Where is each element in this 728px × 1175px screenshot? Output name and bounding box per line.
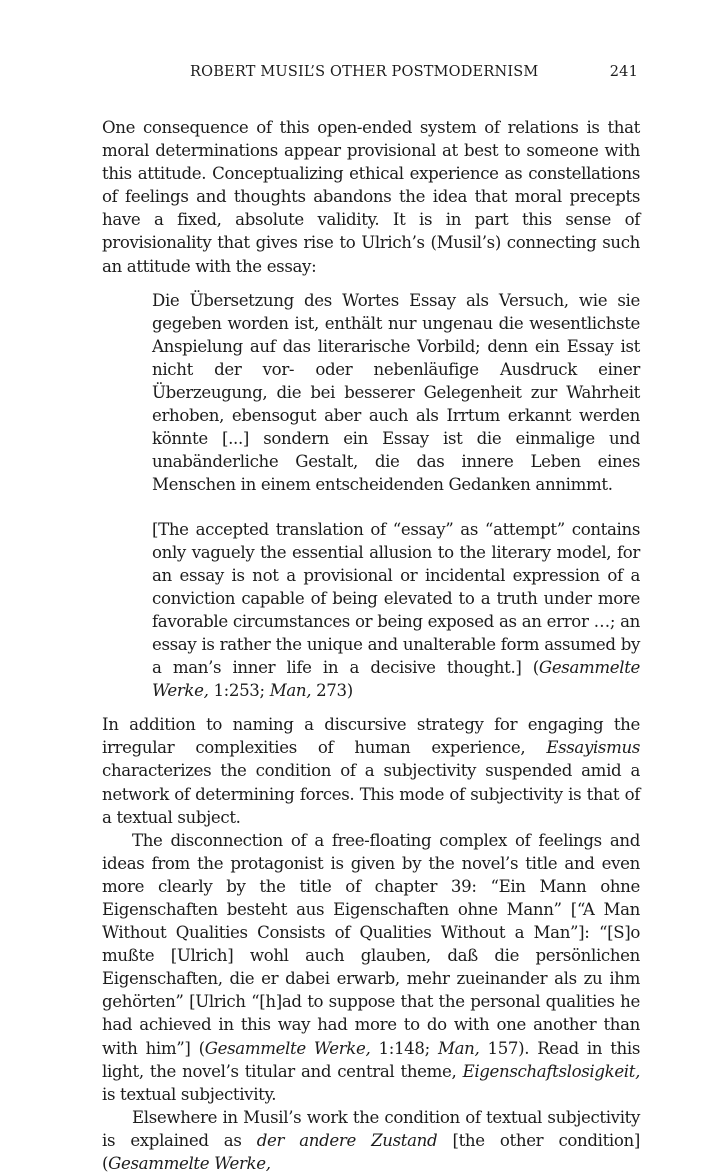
paragraph-3-italic-2: Man, <box>437 1038 480 1058</box>
paragraph-3 <box>102 829 640 1106</box>
body-text <box>102 116 640 1175</box>
paragraph-1: One consequence of this open-ended system of relations is that moral determinations appear provisional at best to someone with this attitude. Conceptualizing ethical experience as constellations of feelings and thoughts abandons the idea that moral precepts have a fixed, absolute validity. It is in part this sense of provisionality that gives rise to Ulrich’s (Musil’s) connecting such an attitude with the essay: <box>102 118 640 276</box>
paragraph-3-italic-1: Gesammelte Werke, <box>204 1038 371 1058</box>
paragraph-3-text-d: is textual subjectivity. <box>102 1084 277 1104</box>
paragraph-2-text-b: characterizes the condition of a subjectivity suspended amid a network of determining forces. This mode of subjectivity is that of a textual subject. <box>102 761 640 827</box>
paragraph-2 <box>102 713 640 828</box>
paragraph-3-text-a: The disconnection of a free-floating complex of feelings and ideas from the protagonist is given by the novel’s title and even more clearly by the title of chapter 39: “Ein Mann ohne Eigenschaften besteht aus Eigenschaften ohne Mann” [“A Man Without Qualities Consists of Qualities Without a Man”]: “[S]o mußte [Ulrich] wohl auch glauben, daß die persönlichen Eigenschaften, die er dabei erwarb, mehr zueinander als zu ihm gehörten” [Ulrich “[h]ad to suppose that the personal qualities he had achieved in this way had more to do with one another than with him”] ( <box>102 830 640 1058</box>
page-number: 241 <box>609 64 638 80</box>
quote-citation-title: Gesammelte Werke, <box>152 658 640 701</box>
paragraph-4-text-a: Elsewhere in Musil’s work the condition of textual subjectivity is explained as <box>102 1107 640 1150</box>
paragraph-3-text-b: 1:148; <box>370 1038 438 1058</box>
quote-english-text: [The accepted translation of “essay” as “attempt” contains only vaguely the essential allusion to the literary model, for an essay is not a provisional or incidental expression of a conviction capable of being elevated to a truth under more favorable circumstances or being exposed as an error …; an essay is rather the unique and unalterable form assumed by a man’s inner life in a decisive thought.] ( <box>152 519 640 678</box>
paragraph-4-text-b: [the other condition] ( <box>102 1130 640 1174</box>
quote-citation-pages: 1:253; <box>208 681 270 701</box>
paragraph-2-text-a: In addition to naming a discursive strategy for engaging the irregular complexities of human experience, <box>102 715 640 758</box>
quote-citation-title-2: Man, <box>269 681 312 701</box>
quote-english <box>152 518 640 703</box>
quote-german: Die Übersetzung des Wortes Essay als Versuch, wie sie gegeben worden ist, enthält nur ungenau die wesentlichste Anspielung auf das literarische Vorbild; denn ein Essay ist nicht der vor- oder nebenläufige Ausdruck einer Überzeugung, die bei besserer Gelegenheit zur Wahrheit erhoben, ebensogut aber auch als Irrtum erkannt werden könnte [...] sondern ein Essay ist die einmalige und unabänderliche Gestalt, die das innere Leben eines Menschen in einem entscheidenden Gedanken annimmt. <box>152 290 640 495</box>
paragraph-3-text-c: 157). Read in this light, the novel’s titular and central theme, <box>102 1038 640 1081</box>
paragraph-4-italic-1: der andere Zustand <box>256 1130 438 1150</box>
paragraph-4-italic-2: Gesammelte Werke, <box>108 1154 271 1174</box>
running-title: ROBERT MUSIL’S OTHER POSTMODERNISM <box>190 64 539 80</box>
block-quote <box>152 289 640 703</box>
quote-citation-end: 273) <box>311 681 353 701</box>
paragraph-2-italic: Essayismus <box>546 738 640 758</box>
paragraph-3-italic-3: Eigenschaftslosigkeit, <box>462 1061 640 1081</box>
paragraph-4 <box>102 1106 640 1175</box>
